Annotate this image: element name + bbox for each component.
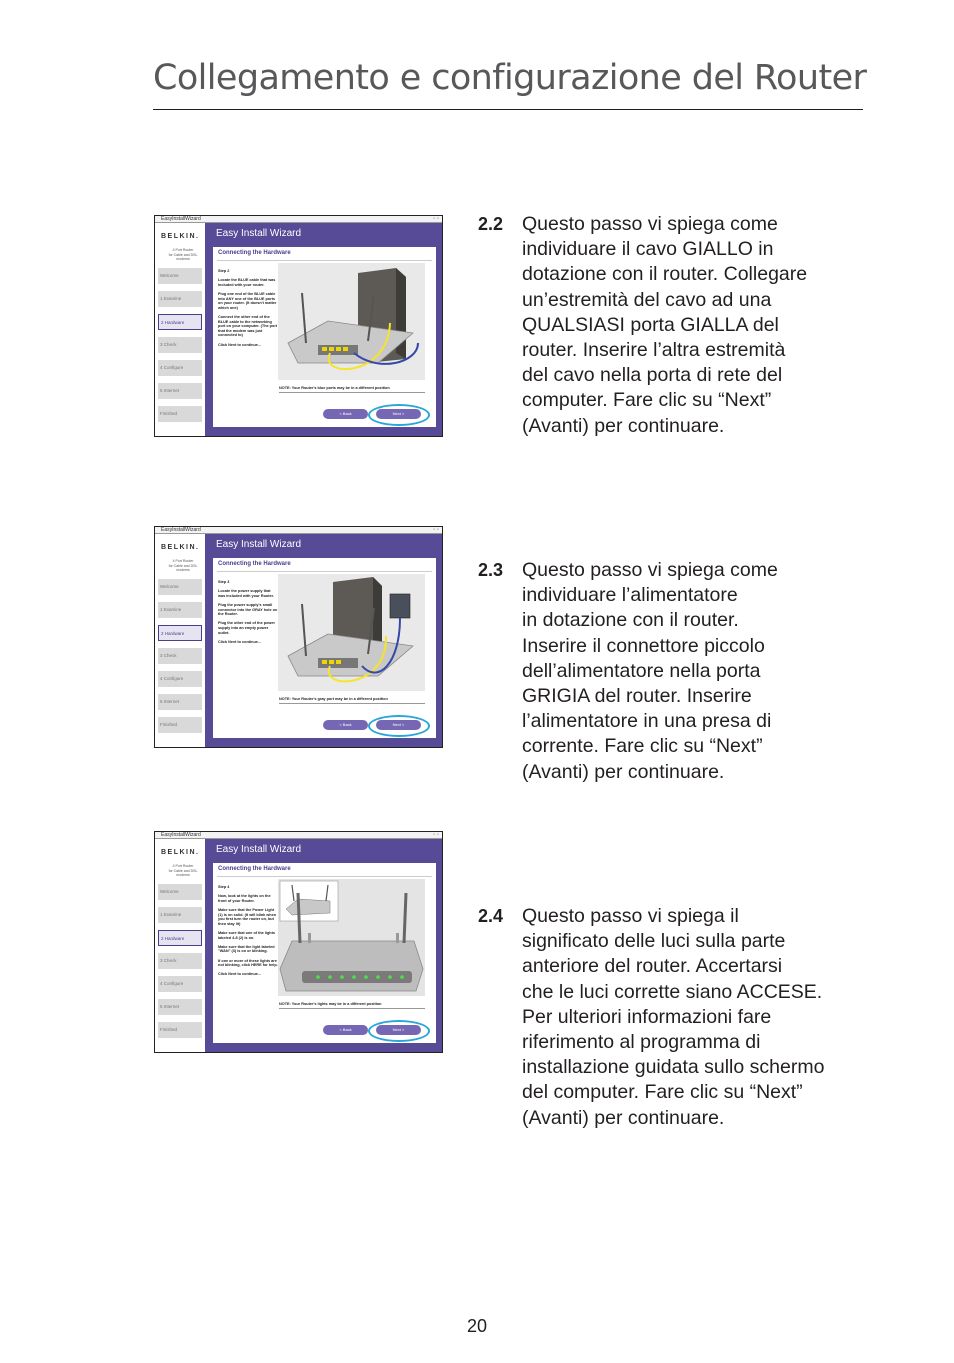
next-highlight-ring (368, 715, 430, 737)
panel-heading: Connecting the Hardware (218, 561, 291, 567)
step-instructions: Step 4 Now, look at the lights on the front of your Router. Make sure that the Power Light (1) is on solid. (It will blink when you first turn the router on, but then stay lit) Make sure that one of the lights labeled 4-8 (2) is on. Make sure that the light labeled "WAN" (3) is on or blinking. If one or more of these lights are not blinking, click HERE for help. Click Next to continue... (218, 885, 278, 977)
wizard-panel (213, 558, 436, 738)
window-title: EasyInstallWizard (155, 832, 442, 839)
step-instructions: Step 2 Locate the BLUE cable that was included with your router. Plug one end of the BLUE cable into ANY one of the BLUE ports on your router. (It doesn't matter which one) Connect the other end of the BLUE cable to the networking port on your computer. (The port that the modem was just connected to) Click Next to continue... (218, 269, 278, 347)
wizard-screenshot-step-2 (154, 215, 443, 437)
back-button: < Back (323, 409, 368, 419)
next-button: Next > (376, 1025, 421, 1035)
nav-item: Finished (158, 717, 202, 733)
panel-divider (217, 571, 432, 572)
panel-note: NOTE: Your Router's lights may be in a different position (279, 1002, 382, 1006)
window-buttons-icon: ◦ ◦ (433, 216, 439, 222)
nav-item: Welcome (158, 268, 202, 284)
router-cable-illustration (278, 263, 425, 380)
wizard-screenshot-step-4 (154, 831, 443, 1053)
wizard-sidebar (155, 223, 205, 436)
nav-item: Finished (158, 1022, 202, 1038)
wizard-sidebar (155, 534, 205, 747)
nav-item-active: 2 Hardware (158, 625, 202, 641)
belkin-logo: BELKIN. (161, 849, 200, 856)
step-description: Questo passo vi spiega come individuare il cavo GIALLO in dotazione con il router. Collegare un’estremità del cavo ad una QUALSIASI porta GIALLA del router. Inserire l’altra estremità del cavo nella porta di rete del computer. Fare clic su “Next” (Avanti) per continuare. (522, 213, 808, 437)
router-lights-illustration (278, 879, 425, 996)
nav-item: Welcome (158, 579, 202, 595)
note-divider (279, 703, 425, 704)
belkin-logo: BELKIN. (161, 233, 200, 240)
step-number: 2.3 (478, 560, 504, 580)
brand-subtitle: 4 Port Router for Cable and DSL modems (168, 864, 198, 877)
back-button: < Back (323, 720, 368, 730)
belkin-logo: BELKIN. (161, 544, 200, 551)
nav-item-active: 2 Hardware (158, 314, 202, 330)
note-divider (279, 392, 425, 393)
window-title: EasyInstallWizard (155, 527, 442, 534)
panel-divider (217, 876, 432, 877)
wizard-main (205, 839, 442, 1052)
next-highlight-ring (368, 1020, 430, 1042)
wizard-main (205, 223, 442, 436)
panel-note: NOTE: Your Router's blue ports may be in a different position (279, 386, 390, 390)
panel-divider (217, 260, 432, 261)
panel-note: NOTE: Your Router's gray port may be in a different position (279, 697, 388, 701)
step-description: Questo passo vi spiega come individuare l’alimentatore in dotazione con il router. Inserire il connettore piccolo dell’alimentatore nella porta GRIGIA del router. Inserire l’alimentatore in una presa di corrente. Fare clic su “Next” (Avanti) per continuare. (522, 559, 778, 783)
nav-item: 5 Internet (158, 694, 202, 710)
nav-item-active: 2 Hardware (158, 930, 202, 946)
page-number: 20 (466, 1316, 488, 1336)
step-instructions: Step 3 Locate the power supply that was included with your Router. Plug the power supply's small connector into the GRAY hole on the Router. Plug the other end of the power supply into an empty power outlet. Click Next to continue... (218, 580, 278, 644)
nav-item: 5 Internet (158, 383, 202, 399)
nav-item: 3 Check (158, 337, 202, 353)
nav-item: 4 Configure (158, 671, 202, 687)
next-button: Next > (376, 409, 421, 419)
step-description: Questo passo vi spiega il significato delle luci sulla parte anteriore del router. Accertarsi che le luci corrette siano ACCESE. Per ulteriori informazioni fare riferimento al programma di installazione guidata sullo schermo del computer. Fare clic su “Next” (Avanti) per continuare. (522, 905, 825, 1129)
nav-item: 5 Internet (158, 999, 202, 1015)
wizard-title: Easy Install Wizard (216, 228, 302, 239)
brand-subtitle: 4 Port Router for Cable and DSL modems (168, 559, 198, 572)
nav-item: 1 Examine (158, 291, 202, 307)
page-title: Collegamento e configurazione del Router (153, 58, 867, 98)
wizard-panel (213, 247, 436, 427)
wizard-screenshot-step-3 (154, 526, 443, 748)
nav-item: 1 Examine (158, 602, 202, 618)
step-number: 2.4 (478, 906, 504, 926)
wizard-title: Easy Install Wizard (216, 844, 302, 855)
title-divider (153, 109, 863, 110)
nav-item: 3 Check (158, 648, 202, 664)
wizard-main (205, 534, 442, 747)
window-buttons-icon: ◦ ◦ (433, 527, 439, 533)
window-title: EasyInstallWizard (155, 216, 442, 223)
nav-item: 4 Configure (158, 360, 202, 376)
router-power-illustration (278, 574, 425, 691)
back-button: < Back (323, 1025, 368, 1035)
wizard-panel (213, 863, 436, 1043)
window-buttons-icon: ◦ ◦ (433, 832, 439, 838)
nav-item: Welcome (158, 884, 202, 900)
nav-item: 4 Configure (158, 976, 202, 992)
next-highlight-ring (368, 404, 430, 426)
nav-item: Finished (158, 406, 202, 422)
brand-subtitle: 4 Port Router for Cable and DSL modems (168, 248, 198, 261)
note-divider (279, 1008, 425, 1009)
panel-heading: Connecting the Hardware (218, 250, 291, 256)
next-button: Next > (376, 720, 421, 730)
wizard-sidebar (155, 839, 205, 1052)
panel-heading: Connecting the Hardware (218, 866, 291, 872)
wizard-title: Easy Install Wizard (216, 539, 302, 550)
nav-item: 3 Check (158, 953, 202, 969)
nav-item: 1 Examine (158, 907, 202, 923)
step-number: 2.2 (478, 214, 504, 234)
